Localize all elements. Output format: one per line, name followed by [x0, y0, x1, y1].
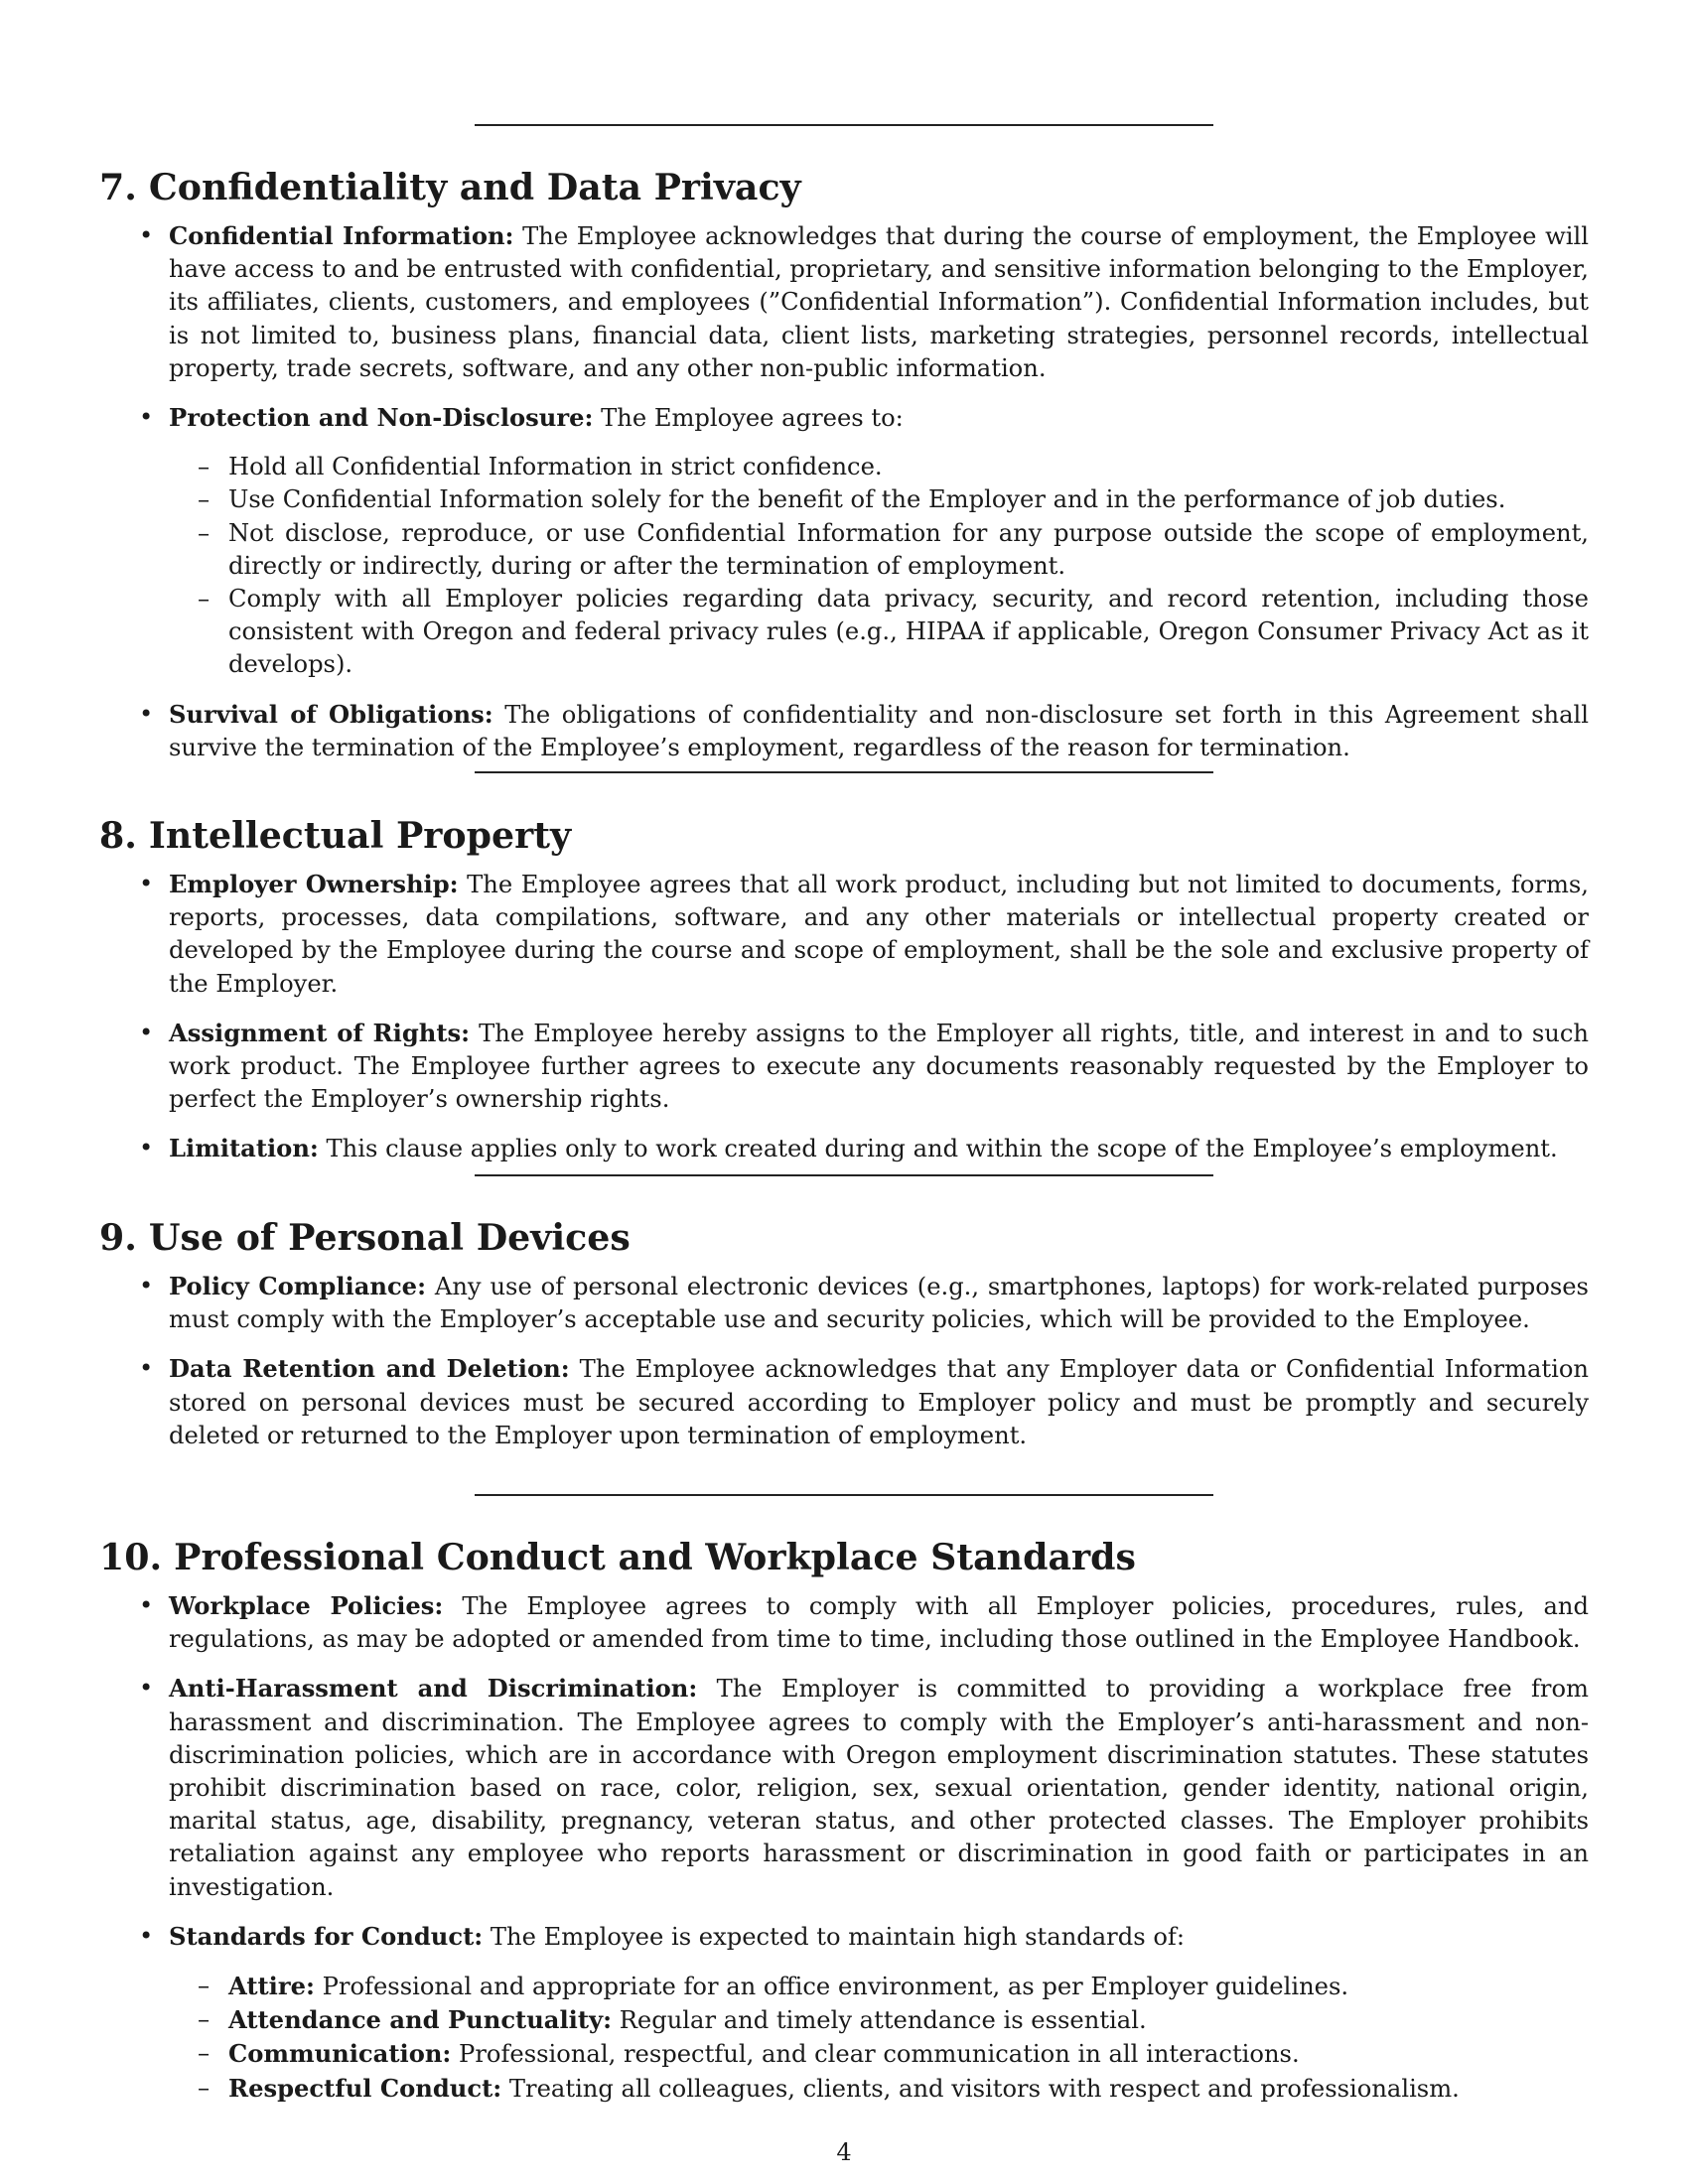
bullet-list [99, 1589, 1589, 2106]
section-7 [99, 166, 1589, 764]
list-item: • Anti-Harassment and Discrimination: The Employer is committed to providing a workplace free from harassment and discrimination. The Employee agrees to comply with the Employer’s anti-harassment and non-discrimination policies, which are in accordance with Oregon employment discrimination statutes. These statutes prohibit discrimination based on race, color, religion, sex, sexual orientation, gender identity, national origin, marital status, age, disability, pregnancy, veteran status, and other protected classes. The Employer prohibits retaliation against any employee who reports harassment or discrimination in good faith or participates in an investigation. [99, 1672, 1589, 1903]
sub-list-item: – Hold all Confidential Information in strict confidence. [168, 451, 1589, 483]
section-heading: 8. Intellectual Property [99, 814, 572, 857]
bullet-list [99, 219, 1589, 764]
section-divider [475, 1174, 1213, 1176]
section-heading: 7. Confidentiality and Data Privacy [99, 166, 801, 208]
sub-list-item: – Communication: Professional, respectful, and clear communication in all interactions. [168, 2037, 1589, 2071]
sub-list-item: – Respectful Conduct: Treating all colleagues, clients, and visitors with respect and professionalism. [168, 2072, 1589, 2106]
section-9 [99, 1216, 1589, 1452]
sub-list-item: – Use Confidential Information solely for the benefit of the Employer and in the performance of job duties. [168, 483, 1589, 516]
sub-list [169, 1970, 1589, 2106]
list-item: • Employer Ownership: The Employee agrees that all work product, including but not limited to documents, forms, reports, processes, data compilations, software, and any other materials or intellectual property created or developed by the Employee during the course and scope of employment, shall be the sole and exclusive property of the Employer. [99, 868, 1589, 1001]
bullet-list [99, 868, 1589, 1166]
list-item: • Standards for Conduct: The Employee is expected to maintain high standards of: – Attire: Professional and appropriate for an office environment, as per Employer guidelines. – Attendance and Punctuality: Regular and timely attendance is essential. – Communication: Professional, respectful, and clear communication in all interactions. – Respectful Conduct: Treating all colleagues, clients, and visitors with respect and professionalism. [99, 1920, 1589, 2106]
list-item: • Survival of Obligations: The obligations of confidentiality and non-disclosure set forth in this Agreement shall survive the termination of the Employee’s employment, regardless of the reason for termination. [99, 698, 1589, 764]
list-item: • Assignment of Rights: The Employee hereby assigns to the Employer all rights, title, and interest in and to such work product. The Employee further agrees to execute any documents reasonably requested by the Employer to perfect the Employer’s ownership rights. [99, 1017, 1589, 1117]
list-item: • Policy Compliance: Any use of personal electronic devices (e.g., smartphones, laptops) for work-related purposes must comply with the Employer’s acceptable use and security policies, which will be provided to the Employee. [99, 1270, 1589, 1336]
section-divider [475, 771, 1213, 773]
list-item: • Limitation: This clause applies only to work created during and within the scope of the Employee’s employment. [99, 1132, 1589, 1165]
list-item: • Workplace Policies: The Employee agrees to comply with all Employer policies, procedures, rules, and regulations, as may be adopted or amended from time to time, including those outlined in the Employee Handbook. [99, 1589, 1589, 1656]
list-item: • Data Retention and Deletion: The Employee acknowledges that any Employer data or Confidential Information stored on personal devices must be secured according to Employer policy and must be promptly and securely deleted or returned to the Employer upon termination of employment. [99, 1352, 1589, 1452]
sub-list [169, 451, 1589, 681]
section-heading: 10. Professional Conduct and Workplace Standards [99, 1536, 1136, 1578]
list-item: • Protection and Non-Disclosure: The Employee agrees to: – Hold all Confidential Information in strict confidence. – Use Confidential Information solely for the benefit of the Employer and in the performance of job duties. – Not disclose, reproduce, or use Confidential Information for any purpose outside the scope of employment, directly or indirectly, during or after the termination of employment. – Comply with all Employer policies regarding data privacy, security, and record retention, including those consistent with Oregon and federal privacy rules (e.g., HIPAA if applicable, Oregon Consumer Privacy Act as it develops). [99, 401, 1589, 682]
section-heading: 9. Use of Personal Devices [99, 1216, 631, 1259]
section-divider [475, 124, 1213, 126]
sub-list-item: – Not disclose, reproduce, or use Confidential Information for any purpose outside the scope of employment, directly or indirectly, during or after the termination of employment. [168, 517, 1589, 583]
sub-list-item: – Attendance and Punctuality: Regular and timely attendance is essential. [168, 2003, 1589, 2037]
section-10 [99, 1536, 1589, 2106]
page-number: 4 [836, 2138, 852, 2166]
bullet-list [99, 1270, 1589, 1452]
document-page [99, 0, 1589, 2184]
sub-list-item: – Comply with all Employer policies regarding data privacy, security, and record retention, including those consistent with Oregon and federal privacy rules (e.g., HIPAA if applicable, Oregon Consumer Privacy Act as it develops). [168, 583, 1589, 682]
sub-list-item: – Attire: Professional and appropriate for an office environment, as per Employer guidelines. [168, 1970, 1589, 2003]
section-divider [475, 1494, 1213, 1496]
section-8 [99, 814, 1590, 1166]
list-item: • Confidential Information: The Employee acknowledges that during the course of employment, the Employee will have access to and be entrusted with confidential, proprietary, and sensitive information belonging to the Employer, its affiliates, clients, customers, and employees (”Confidential Information”). Confidential Information includes, but is not limited to, business plans, financial data, client lists, marketing strategies, personnel records, intellectual property, trade secrets, software, and any other non-public information. [99, 219, 1589, 385]
